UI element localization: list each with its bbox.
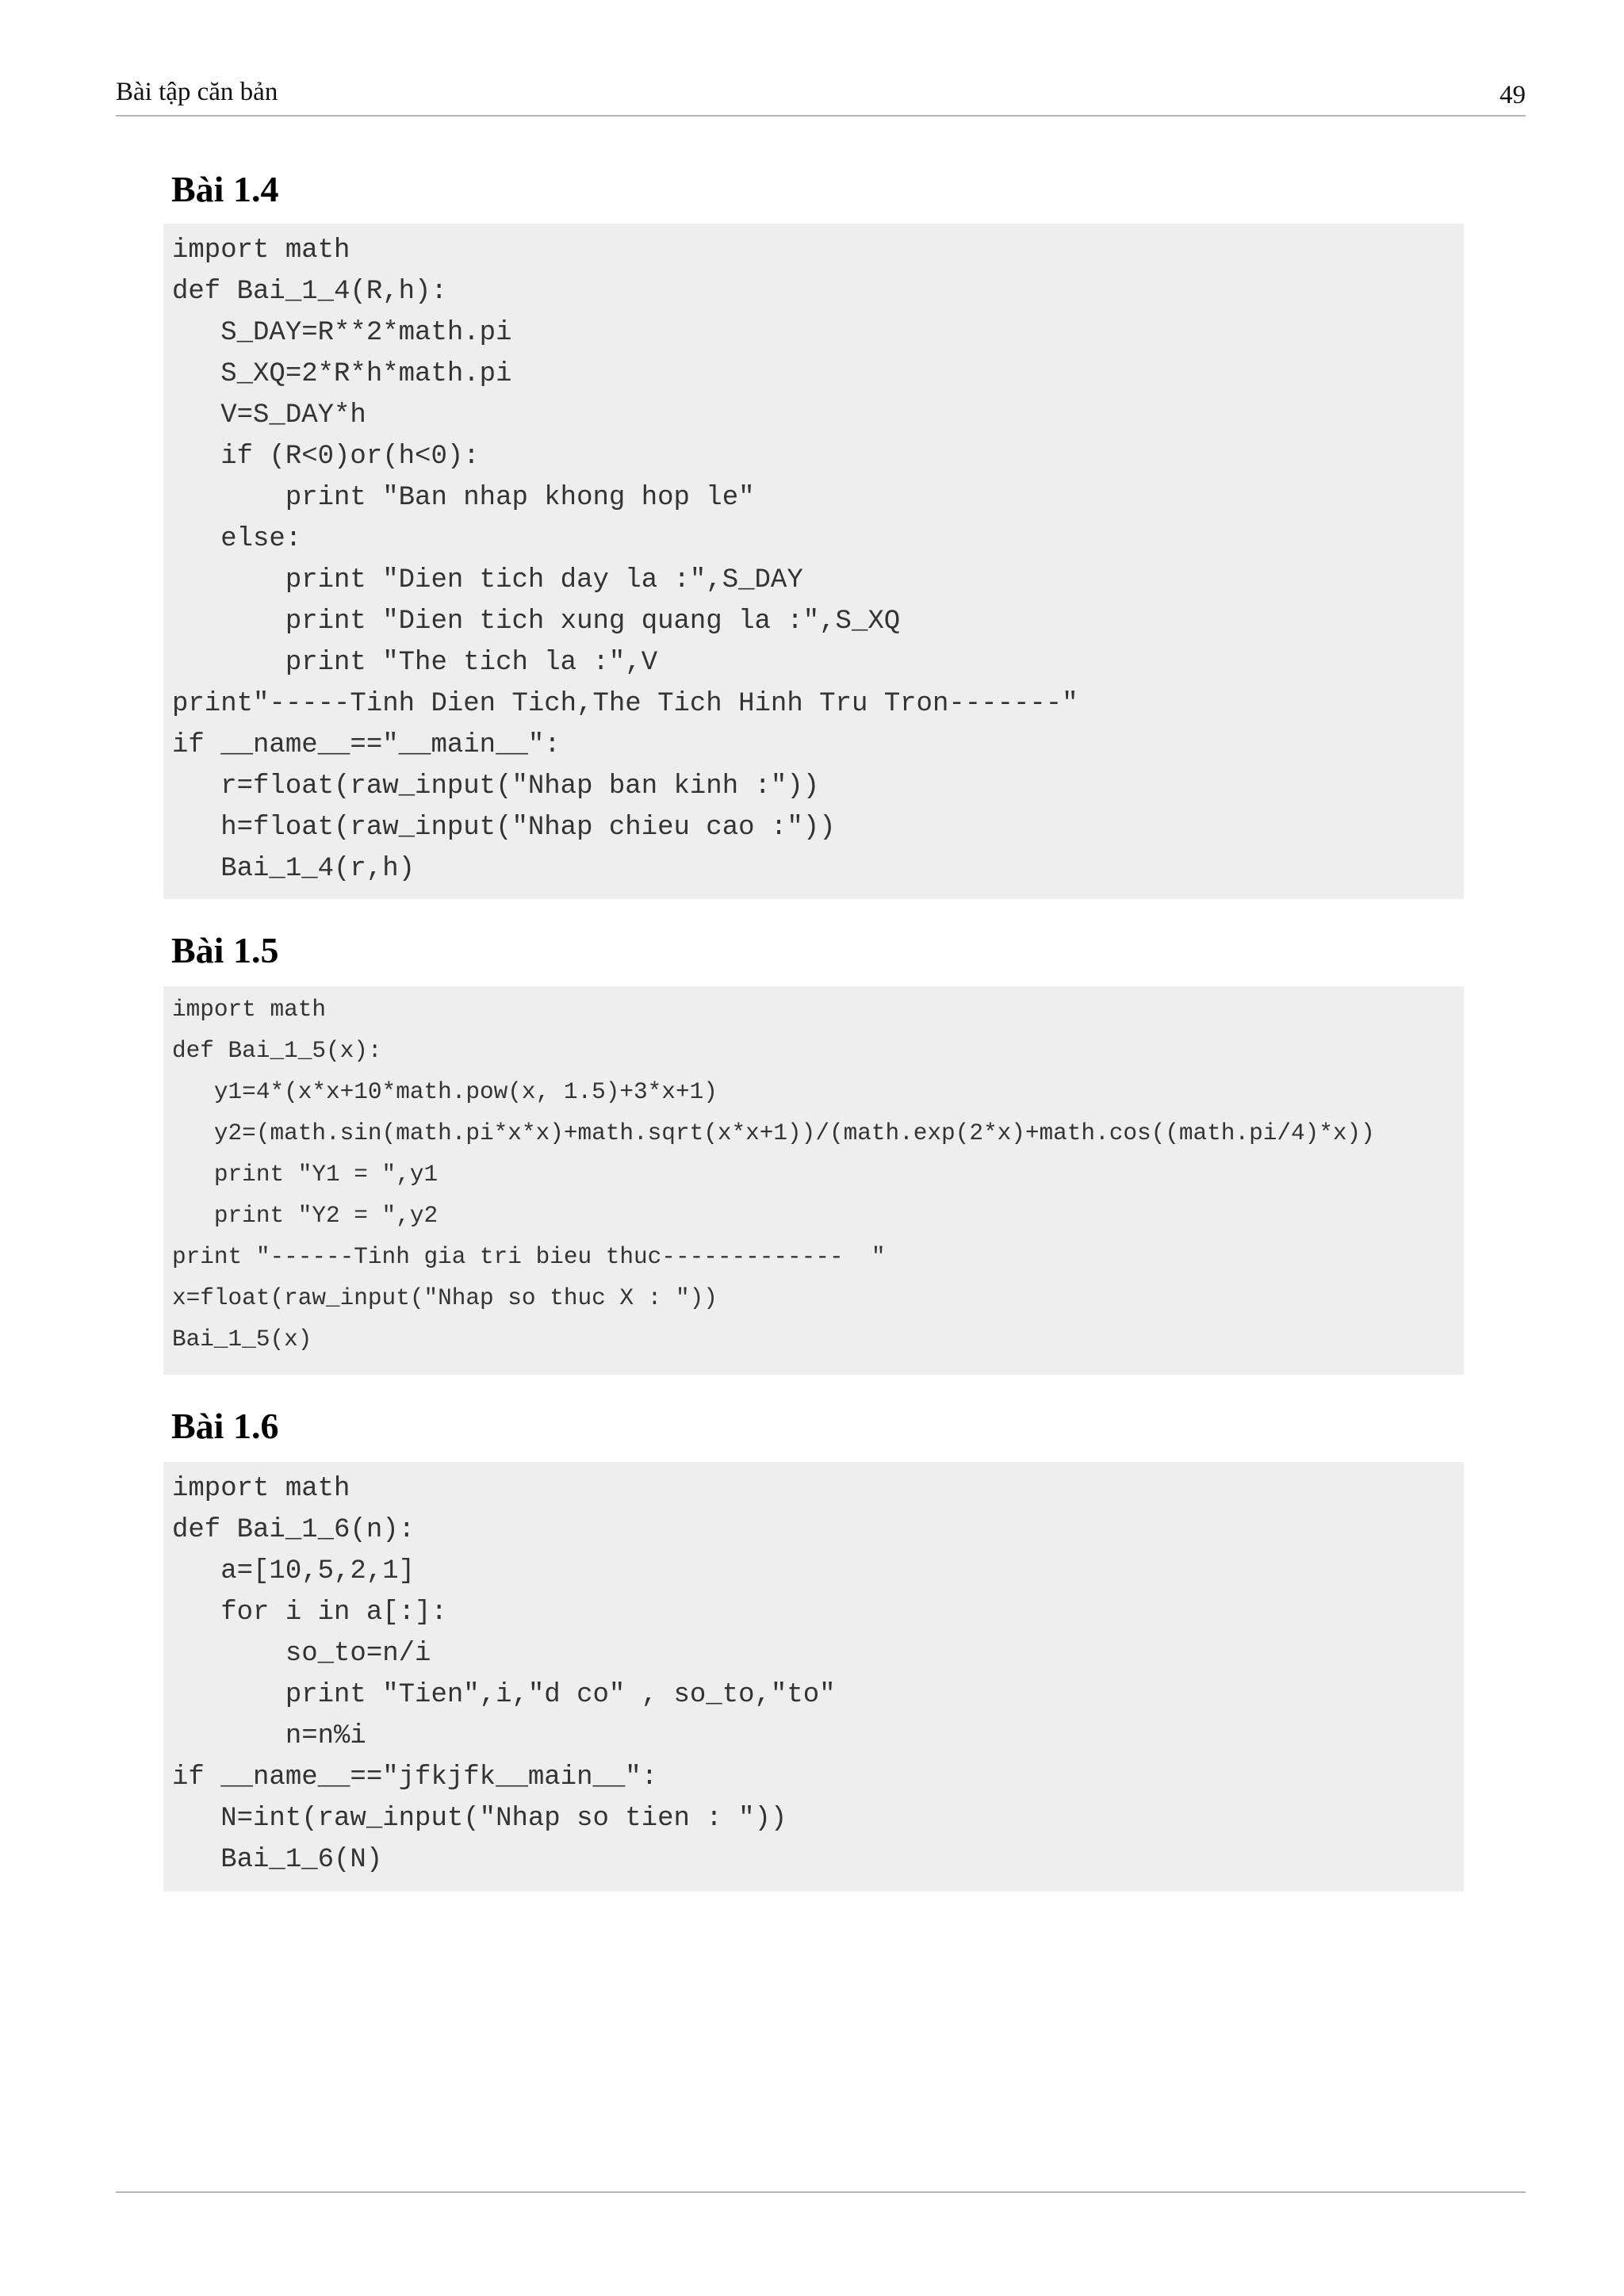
- code-line: print "Tien",i,"d co" , so_to,"to": [172, 1680, 836, 1710]
- code-line: Bai_1_5(x): [172, 1326, 312, 1353]
- code-line: print "Y2 = ",y2: [172, 1203, 439, 1229]
- section-heading-bai-1-4: Bài 1.4: [171, 169, 279, 209]
- code-line: if (R<0)or(h<0):: [172, 442, 480, 472]
- section-heading-bai-1-6: Bài 1.6: [171, 1406, 279, 1446]
- footer-rule: [116, 2191, 1526, 2193]
- code-line: else:: [172, 524, 302, 554]
- code-line: print "Y1 = ",y1: [172, 1161, 439, 1188]
- code-block-bai-1-4: [163, 224, 1464, 899]
- code-line: y2=(math.sin(math.pi*x*x)+math.sqrt(x*x+1))/(math.exp(2*x)+math.cos((math.pi/4)*x)): [172, 1120, 1375, 1146]
- code-line: Bai_1_6(N): [172, 1845, 383, 1875]
- code-line: import math: [172, 235, 350, 266]
- page-number: 49: [1500, 81, 1526, 109]
- code-line: print "The tich la :",V: [172, 648, 658, 678]
- code-line: print "Dien tich day la :",S_DAY: [172, 565, 803, 595]
- code-line: Bai_1_4(r,h): [172, 854, 416, 884]
- code-line: if __name__=="__main__":: [172, 730, 561, 760]
- code-line: import math: [172, 1474, 350, 1504]
- code-line: r=float(raw_input("Nhap ban kinh :")): [172, 771, 820, 802]
- code-line: N=int(raw_input("Nhap so tien : ")): [172, 1804, 787, 1834]
- code-line: print"-----Tinh Dien Tich,The Tich Hinh Tru Tron-------": [172, 689, 1078, 719]
- header-rule: [116, 115, 1526, 117]
- code-line: y1=4*(x*x+10*math.pow(x, 1.5)+3*x+1): [172, 1079, 718, 1105]
- code-line: x=float(raw_input("Nhap so thuc X : ")): [172, 1285, 718, 1311]
- code-line: import math: [172, 997, 327, 1023]
- code-line: h=float(raw_input("Nhap chieu cao :")): [172, 813, 836, 843]
- code-line: V=S_DAY*h: [172, 400, 366, 430]
- code-line: so_to=n/i: [172, 1639, 431, 1669]
- code-block-bai-1-5: [163, 986, 1464, 1375]
- code-line: print "Dien tich xung quang la :",S_XQ: [172, 607, 901, 637]
- code-line: def Bai_1_6(n):: [172, 1515, 416, 1545]
- code-line: a=[10,5,2,1]: [172, 1556, 416, 1586]
- code-line: print "------Tinh gia tri bieu thuc------------- ": [172, 1244, 886, 1270]
- code-line: def Bai_1_4(R,h):: [172, 277, 447, 307]
- code-line: if __name__=="jfkjfk__main__":: [172, 1762, 658, 1793]
- code-line: for i in a[:]:: [172, 1598, 447, 1628]
- code-line: S_DAY=R**2*math.pi: [172, 318, 512, 348]
- code-line: n=n%i: [172, 1721, 366, 1751]
- running-header-title: Bài tập căn bản: [116, 78, 278, 106]
- code-line: print "Ban nhap khong hop le": [172, 483, 755, 513]
- code-line: S_XQ=2*R*h*math.pi: [172, 359, 512, 389]
- section-heading-bai-1-5: Bài 1.5: [171, 930, 279, 970]
- code-line: def Bai_1_5(x):: [172, 1038, 382, 1064]
- code-block-bai-1-6: [163, 1462, 1464, 1892]
